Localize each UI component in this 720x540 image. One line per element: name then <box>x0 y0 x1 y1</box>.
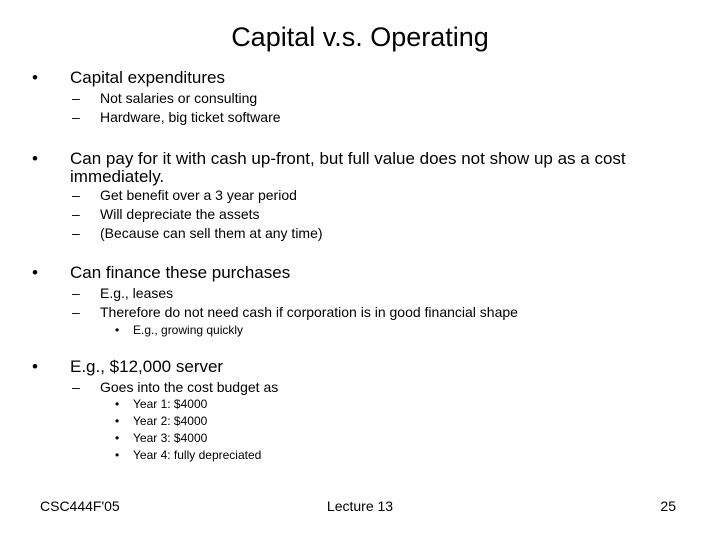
bullet-icon: • <box>115 448 120 462</box>
dash-icon: – <box>72 225 80 241</box>
footer-lecture: Lecture 13 <box>326 498 394 514</box>
sub-bullet-text: (Because can sell them at any time) <box>100 225 323 241</box>
sub-sub-bullet-text: Year 3: $4000 <box>133 431 208 445</box>
bullet-icon: • <box>32 357 38 376</box>
sub-bullet-text: Goes into the cost budget as <box>100 379 279 395</box>
sub-sub-bullet-text: Year 1: $4000 <box>133 397 208 411</box>
footer-course: CSC444F'05 <box>40 498 120 514</box>
bullet-text: Can finance these purchases <box>70 263 291 282</box>
bullet-text: Can pay for it with cash up-front, but full value does not show up as a cost immediately. <box>70 149 626 186</box>
dash-icon: – <box>72 206 80 222</box>
dash-icon: – <box>72 109 80 125</box>
dash-icon: – <box>72 379 80 395</box>
dash-icon: – <box>72 187 80 203</box>
sub-bullet-text: Hardware, big ticket software <box>100 109 281 125</box>
sub-bullet-text: Will depreciate the assets <box>100 206 260 222</box>
sub-bullet-text: Get benefit over a 3 year period <box>100 187 297 203</box>
sub-sub-bullet-text: Year 4: fully depreciated <box>133 448 262 462</box>
dash-icon: – <box>72 90 80 106</box>
sub-sub-bullet-text: E.g., growing quickly <box>133 323 244 337</box>
bullet-text: E.g., $12,000 server <box>70 357 224 376</box>
bullet-icon: • <box>115 431 120 445</box>
footer-page-number: 25 <box>660 498 676 514</box>
bullet-icon: • <box>32 68 38 87</box>
sub-sub-bullet-text: Year 2: $4000 <box>133 414 208 428</box>
sub-bullet-text: Not salaries or consulting <box>100 90 258 106</box>
dash-icon: – <box>72 304 80 320</box>
bullet-text: Capital expenditures <box>70 68 225 87</box>
bullet-icon: • <box>32 149 38 168</box>
bullet-icon: • <box>115 397 120 411</box>
sub-bullet-text: Therefore do not need cash if corporation is in good financial shape <box>100 304 518 320</box>
bullet-icon: • <box>115 414 120 428</box>
sub-bullet-text: E.g., leases <box>100 285 174 301</box>
dash-icon: – <box>72 285 80 301</box>
slide-title: Capital v.s. Operating <box>231 22 489 52</box>
bullet-icon: • <box>115 323 120 337</box>
bullet-icon: • <box>32 263 38 282</box>
